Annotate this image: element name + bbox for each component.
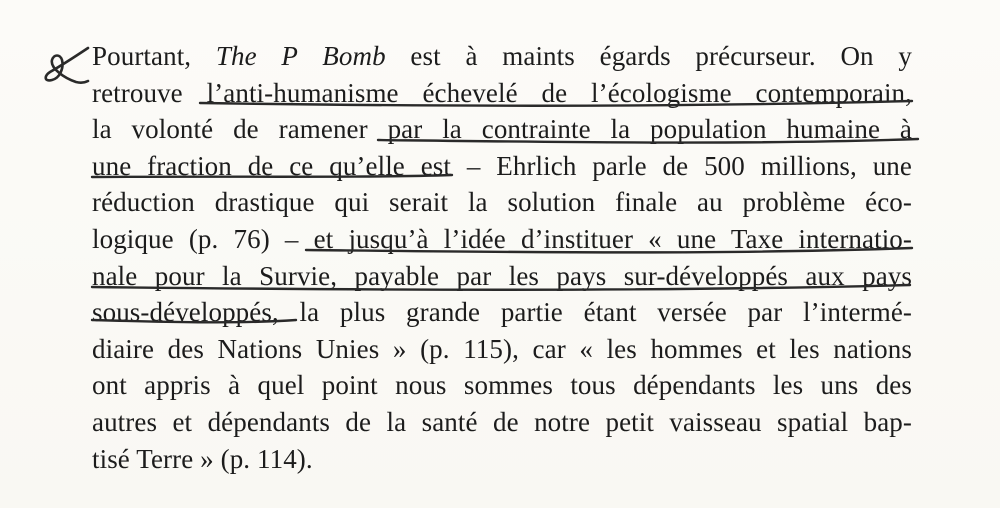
- passage-line-11: autres et dépendants de la santé de notre petit vaisseau spatial bap-: [92, 406, 912, 437]
- passage-line-7: nale pour la Survie, payable par les pays sur-développés aux pays: [92, 260, 912, 291]
- passage-line-2: retrouve l’anti-humanisme échevelé de l’écologisme contemporain,: [92, 77, 912, 108]
- book-title: The P Bomb: [215, 41, 386, 71]
- passage-line-9: diaire des Nations Unies » (p. 115), car « les hommes et les nations: [92, 333, 912, 364]
- passage-line-5: réduction drastique qui serait la solution finale au problème éco-: [92, 187, 912, 218]
- book-passage: [92, 38, 912, 477]
- passage-line-1: Pourtant, The P Bomb est à maints égards précurseur. On y: [92, 41, 912, 71]
- passage-line-6: logique (p. 76) – et jusqu’à l’idée d’instituer « une Taxe internatio-: [92, 223, 912, 254]
- passage-line-12: tisé Terre » (p. 114).: [92, 443, 313, 474]
- passage-line-3: la volonté de ramener par la contrainte la population humaine à: [92, 114, 912, 145]
- passage-line-10: ont appris à quel point nous sommes tous dépendants les uns des: [92, 370, 912, 401]
- alpha-margin-mark-icon: [40, 42, 94, 84]
- passage-line-4: une fraction de ce qu’elle est – Ehrlich parle de 500 millions, une: [92, 150, 912, 181]
- passage-line-8: sous-développés, la plus grande partie étant versée par l’intermé-: [92, 297, 912, 328]
